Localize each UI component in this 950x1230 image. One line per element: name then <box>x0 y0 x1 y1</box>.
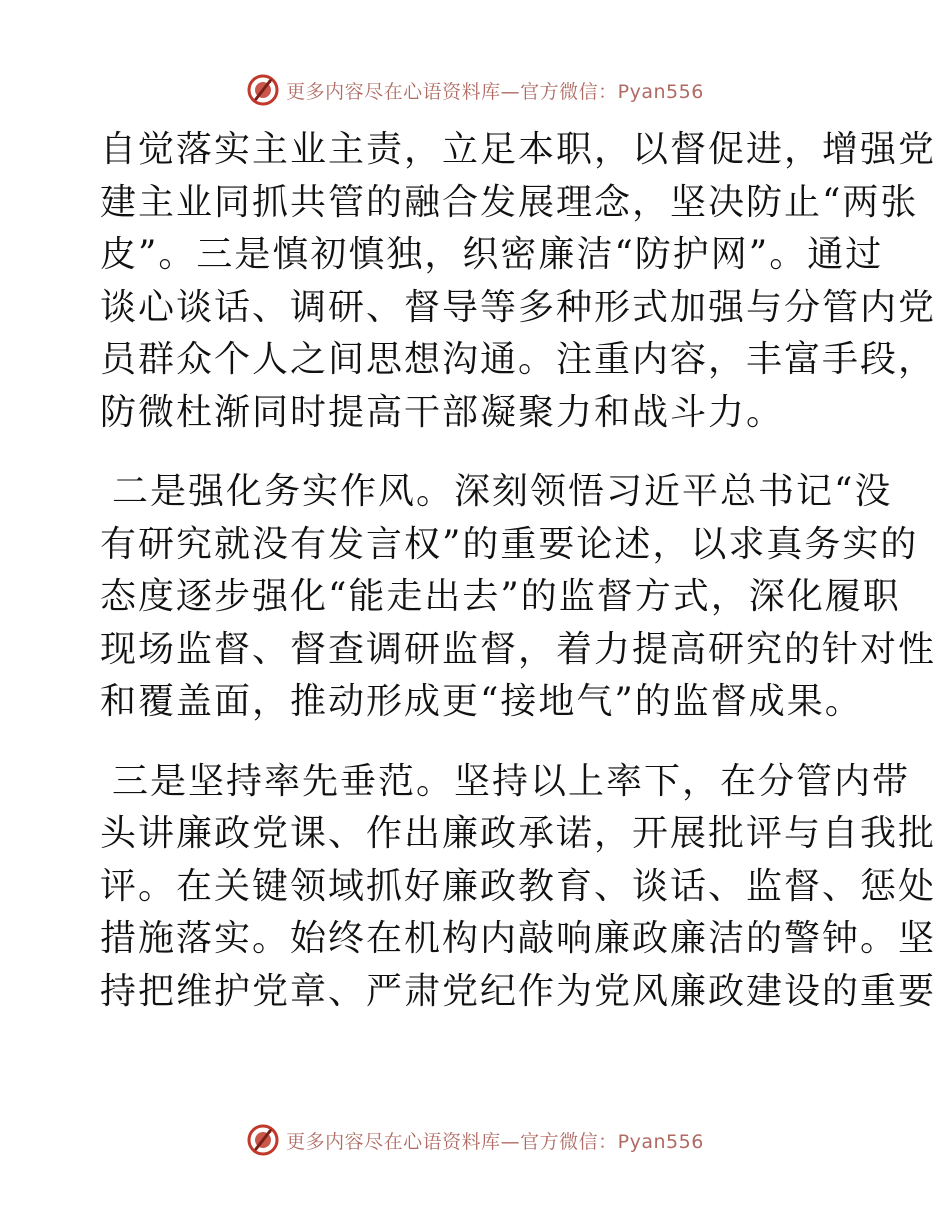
text-line: 头讲廉政党课、作出廉政承诺，开展批评与自我批 <box>100 813 937 854</box>
paragraph <box>100 124 937 439</box>
text-line: 三是坚持率先垂范。坚持以上率下，在分管内带 <box>112 760 911 802</box>
text-line: 评。在关键领域抓好廉政教育、谈话、监督、惩处 <box>100 865 937 907</box>
text-line: 现场监督、督查调研监督，着力提高研究的针对性 <box>100 628 937 670</box>
document-body <box>100 124 937 1018</box>
footer-banner <box>0 1120 950 1160</box>
header-banner <box>0 70 950 110</box>
header-banner-text: 更多内容尽在心语资料库—官方微信：Pyan556 <box>286 80 704 103</box>
footer-banner-text: 更多内容尽在心语资料库—官方微信：Pyan556 <box>286 1130 704 1153</box>
text-line: 员群众个人之间思想沟通。注重内容，丰富手段， <box>100 339 937 380</box>
logo-icon <box>246 73 280 107</box>
paragraph <box>100 756 937 1019</box>
text-line: 态度逐步强化“能走出去”的监督方式，深化履职 <box>100 576 901 617</box>
text-line: 有研究就没有发言权”的重要论述，以求真务实的 <box>100 523 919 565</box>
text-line: 谈心谈话、调研、督导等多种形式加强与分管内党 <box>100 286 937 328</box>
text-line: 防微杜渐同时提高干部凝聚力和战斗力。 <box>100 391 785 433</box>
text-line: 皮”。三是慎初慎独，织密廉洁“防护网”。通过 <box>100 234 884 275</box>
text-line: 自觉落实主业主责，立足本职，以督促进，增强党 <box>100 129 937 170</box>
text-line: 二是强化务实作风。深刻领悟习近平总书记“没 <box>112 471 893 512</box>
paragraph <box>100 466 937 729</box>
logo-icon <box>246 1123 280 1157</box>
text-line: 持把维护党章、严肃党纪作为党风廉政建设的重要 <box>100 970 937 1012</box>
text-line: 建主业同抓共管的融合发展理念，坚决防止“两张 <box>100 181 919 223</box>
text-line: 措施落实。始终在机构内敲响廉政廉洁的警钟。坚 <box>100 918 937 959</box>
text-line: 和覆盖面，推动形成更“接地气”的监督成果。 <box>100 681 863 722</box>
